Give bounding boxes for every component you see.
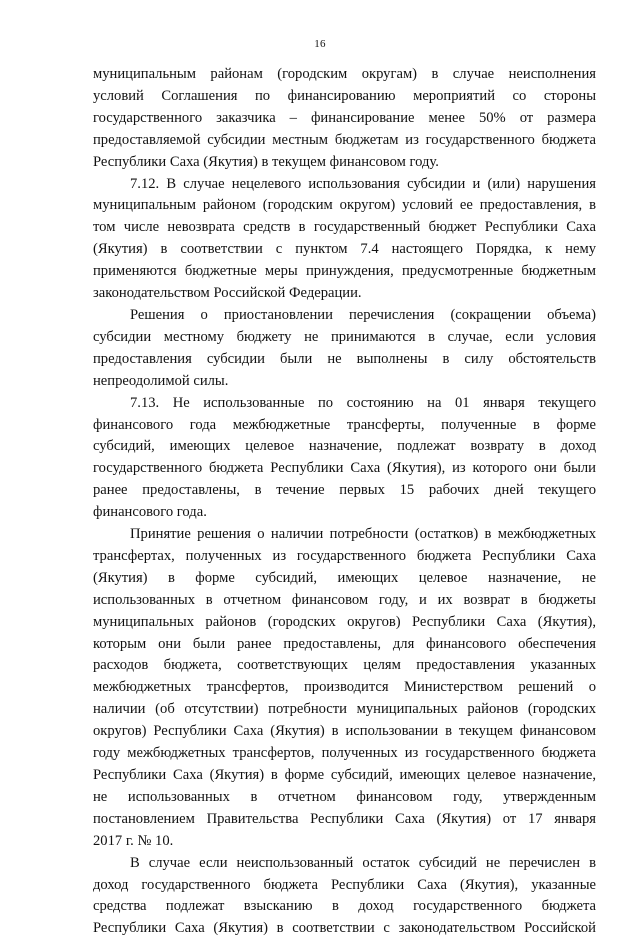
- text-line: субсидии местному бюджету не принимаются в случае, если условия: [93, 328, 596, 345]
- text-line: ранее предоставлены, в течение первых 15 рабочих дней текущего: [93, 482, 596, 499]
- text-line: (Якутия) в соответствии с пунктом 7.4 настоящего Порядка, к нему: [93, 241, 596, 258]
- paragraph-unspent-balance: [93, 853, 596, 940]
- text-line: Принятие решения о наличии потребности (остатков) в межбюджетных: [130, 526, 596, 543]
- paragraph-need-decision: [93, 524, 596, 853]
- text-line: муниципальных районов (городских округов) Республики Саха (Якутия),: [93, 613, 596, 630]
- text-line: условий Соглашения по финансированию мероприятий со стороны: [93, 87, 596, 104]
- text-line: расходов бюджета, соответствующих целям предоставления указанных: [93, 657, 596, 674]
- text-line: предоставляемой субсидии местным бюджетам из государственного бюджета: [93, 131, 596, 148]
- text-line: непреодолимой силы.: [93, 372, 229, 389]
- text-line: Решения о приостановлении перечисления (сокращении объема): [130, 306, 596, 323]
- text-line: предоставления субсидии были не выполнены в силу обстоятельств: [93, 350, 596, 367]
- text-line: государственного бюджета Республики Саха (Якутия), из которого они были: [93, 460, 596, 477]
- text-line: которым они были ранее предоставлены, для финансового обеспечения: [93, 635, 596, 652]
- text-line: муниципальным районам (городским округам) в случае неисполнения: [93, 66, 596, 82]
- text-line: субсидий, имеющих целевое назначение, подлежат возврату в доход: [93, 438, 596, 455]
- text-line: (Якутия) в форме субсидий, имеющих целевое назначение, не: [93, 569, 596, 586]
- text-line: том числе невозврата средств в государственный бюджет Республики Саха: [93, 219, 596, 236]
- paragraph-suspension-decisions: [93, 305, 596, 393]
- text-line: 7.12. В случае нецелевого использования субсидии и (или) нарушения: [130, 175, 596, 192]
- text-line: 2017 г. № 10.: [93, 832, 174, 849]
- page-number: 16: [314, 38, 326, 50]
- text-line: Республики Саха (Якутия) в форме субсидий, имеющих целевое назначение,: [93, 767, 596, 783]
- text-line: доход государственного бюджета Республики Саха (Якутия), указанные: [93, 876, 596, 893]
- text-line: использованных в отчетном финансовом году, и их возврат в бюджеты: [93, 591, 596, 608]
- text-line: средства подлежат взысканию в доход государственного бюджета: [93, 898, 596, 915]
- paragraph-7-12: [93, 174, 596, 305]
- text-line: 7.13. Не использованные по состоянию на 01 января текущего: [130, 394, 596, 411]
- text-line: Республики Саха (Якутия) в соответствии с законодательством Российской: [93, 920, 596, 937]
- document-body: [93, 64, 596, 940]
- text-line: муниципальным районом (городским округом) условий ее предоставления, в: [93, 197, 596, 214]
- text-line: законодательством Российской Федерации.: [93, 285, 362, 302]
- text-line: применяются бюджетные меры принуждения, предусмотренные бюджетным: [93, 263, 596, 280]
- paragraph-continuation: [93, 64, 596, 174]
- text-line: финансового года межбюджетные трансферты, полученные в форме: [93, 416, 596, 433]
- text-line: трансфертах, полученных из государственного бюджета Республики Саха: [93, 547, 596, 564]
- text-line: году межбюджетных трансфертов, полученных из государственного бюджета: [93, 745, 596, 762]
- text-line: наличии (об отсутствии) потребности муниципальных районов (городских: [93, 701, 596, 718]
- text-line: не использованных в отчетном финансовом году, утвержденным: [93, 788, 596, 805]
- text-line: финансового года.: [93, 504, 207, 521]
- text-line: государственного заказчика – финансирование менее 50% от размера: [93, 109, 596, 126]
- text-line: округов) Республики Саха (Якутия) в использовании в текущем финансовом: [93, 723, 596, 740]
- text-line: В случае если неиспользованный остаток субсидий не перечислен в: [130, 854, 596, 871]
- paragraph-7-13: [93, 393, 596, 524]
- text-line: межбюджетных трансфертов, производится Министерством решений о: [93, 679, 596, 696]
- text-line: постановлением Правительства Республики Саха (Якутия) от 17 января: [93, 810, 596, 827]
- text-line: Республики Саха (Якутия) в текущем финансовом году.: [93, 153, 439, 170]
